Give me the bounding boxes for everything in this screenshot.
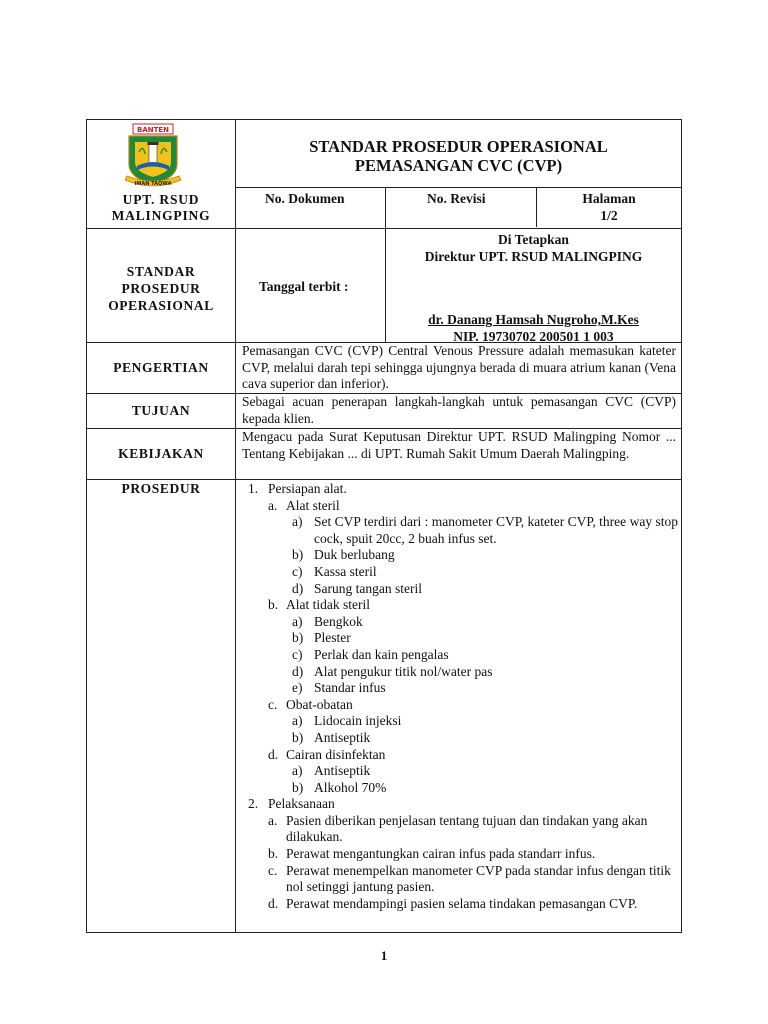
prosedur-item (242, 597, 678, 614)
prosedur-item (242, 481, 678, 498)
prosedur-item-text: Alkohol 70% (314, 779, 387, 795)
prosedur-item-text: Plester (314, 630, 351, 646)
prosedur-item-text: Duk berlubang (314, 547, 395, 563)
prosedur-item-text: Antiseptik (314, 763, 371, 779)
prosedur-item-text: Antiseptik (314, 729, 371, 745)
prosedur-item-marker: b. (268, 597, 279, 613)
prosedur-item (242, 614, 678, 631)
page-number: 1 (380, 948, 388, 963)
prosedur-item (242, 730, 678, 747)
prosedur-item (242, 796, 678, 813)
prosedur-item-text: Perawat mengantungkan cairan infus pada standarr infus. (286, 846, 596, 862)
halaman-block (536, 191, 682, 224)
prosedur-item (242, 664, 678, 681)
prosedur-item-marker: b) (292, 779, 304, 795)
prosedur-item-marker: d) (292, 580, 304, 596)
halaman-label: Halaman (582, 191, 636, 206)
logo-text-bottom: IMAN TAQWA (134, 181, 172, 187)
prosedur-item-marker: a. (268, 497, 278, 513)
prosedur-item (242, 647, 678, 664)
prosedur-item (242, 697, 678, 714)
prosedur-item-text: Alat pengukur titik nol/water pas (314, 663, 493, 679)
title-line-1: STANDAR PROSEDUR OPERASIONAL (309, 137, 608, 156)
column-divider (235, 120, 236, 933)
prosedur-item-text: Set CVP terdiri dari : manometer CVP, kateter CVP, three way stop cock, spuit 20cc, 2 buah infus set. (314, 514, 678, 546)
prosedur-item-text: Pelaksanaan (268, 796, 335, 812)
halaman-value: 1/2 (600, 207, 618, 223)
prosedur-item (242, 846, 678, 863)
prosedur-item-text: Sarung tangan steril (314, 580, 422, 596)
prosedur-item (242, 813, 678, 846)
no-revisi-label: No. Revisi (427, 191, 486, 206)
prosedur-item-text: Perlak dan kain pengalas (314, 646, 449, 662)
spo-line-1: STANDAR (126, 264, 196, 279)
prosedur-item (242, 896, 678, 913)
prosedur-item-marker: a) (292, 613, 303, 629)
prosedur-item-marker: d. (268, 746, 279, 762)
signer-name: dr. Danang Hamsah Nugroho,M.Kes (428, 312, 639, 327)
prosedur-item-text: Standar infus (314, 680, 386, 696)
pengertian-text: Pemasangan CVC (CVP) Central Venous Pressure adalah memasukan kateter CVP, melalui darah tepi sehingga ujungnya berada di muara atrium kanan (Vena cava superior dan inferior). (242, 343, 676, 392)
document-title (235, 137, 682, 175)
prosedur-item (242, 780, 678, 797)
ditetapkan-block (385, 232, 682, 265)
prosedur-item (242, 547, 678, 564)
prosedur-item (242, 747, 678, 764)
prosedur-item (242, 498, 678, 515)
prosedur-item-text: Kassa steril (314, 563, 377, 579)
prosedur-item-marker: d. (268, 895, 279, 911)
signature-block (385, 312, 682, 345)
prosedur-item-text: Cairan disinfektan (286, 746, 386, 762)
prosedur-item-text: Perawat menempelkan manometer CVP pada standar infus dengan titik nol setinggi jantung pasien. (286, 862, 671, 895)
prosedur-item (242, 514, 678, 547)
prosedur-item (242, 564, 678, 581)
prosedur-item (242, 581, 678, 598)
sop-document (86, 119, 682, 933)
tujuan-label: TUJUAN (131, 403, 191, 418)
org-line-2: MALINGPING (111, 208, 211, 223)
row-divider (235, 187, 682, 188)
prosedur-item-text: Perawat mendampingi pasien selama tindakan pemasangan CVP. (286, 895, 638, 911)
kebijakan-text: Mengacu pada Surat Keputusan Direktur UPT. RSUD Malingping Nomor ... Tentang Kebijakan ... di UPT. Rumah Sakit Umum Daerah Malingping. (242, 429, 676, 461)
banten-logo (119, 122, 187, 190)
ditetapkan-text: Di Tetapkan (498, 232, 569, 247)
prosedur-item-text: Persiapan alat. (268, 481, 347, 496)
prosedur-item-marker: 2. (248, 796, 259, 812)
spo-line-2: PROSEDUR (121, 281, 201, 296)
prosedur-item-marker: e) (292, 680, 303, 696)
prosedur-item-marker: c) (292, 563, 303, 579)
prosedur-label: PROSEDUR (121, 481, 201, 496)
prosedur-item (242, 630, 678, 647)
tujuan-text: Sebagai acuan penerapan langkah-langkah untuk pemasangan CVC (CVP) kepada klien. (242, 394, 676, 426)
prosedur-item-marker: b) (292, 630, 304, 646)
prosedur-item (242, 763, 678, 780)
direktur-text: Direktur UPT. RSUD MALINGPING (424, 248, 643, 264)
signer-nip: NIP. 19730702 200501 1 003 (453, 328, 614, 344)
prosedur-item (242, 713, 678, 730)
prosedur-item-marker: c) (292, 646, 303, 662)
tanggal-terbit-label: Tanggal terbit : (259, 279, 349, 294)
prosedur-item-marker: b) (292, 547, 304, 563)
prosedur-item-text: Alat tidak steril (286, 597, 370, 613)
prosedur-item-text: Pasien diberikan penjelasan tentang tujuan dan tindakan yang akan dilakukan. (286, 812, 648, 845)
logo-text-top: BANTEN (136, 126, 170, 134)
kebijakan-label: KEBIJAKAN (118, 446, 204, 461)
prosedur-item-marker: c. (268, 862, 278, 878)
prosedur-item-text: Bengkok (314, 613, 363, 629)
prosedur-list (242, 481, 678, 912)
row-divider (87, 228, 682, 229)
row-divider (87, 479, 682, 480)
no-dokumen-label: No. Dokumen (265, 191, 345, 206)
org-line-1: UPT. RSUD (122, 192, 200, 207)
prosedur-item-text: Alat steril (286, 497, 340, 513)
title-line-2: PEMASANGAN CVC (CVP) (354, 156, 563, 175)
prosedur-item-text: Obat-obatan (286, 696, 353, 712)
org-name (87, 192, 235, 224)
prosedur-item-marker: a. (268, 812, 278, 828)
prosedur-item-marker: d) (292, 663, 304, 679)
prosedur-item (242, 680, 678, 697)
prosedur-item-marker: 1. (248, 481, 259, 496)
prosedur-item-marker: c. (268, 696, 278, 712)
prosedur-item (242, 863, 678, 896)
prosedur-item-marker: a) (292, 713, 303, 729)
prosedur-item-marker: a) (292, 514, 303, 530)
prosedur-item-marker: b) (292, 729, 304, 745)
prosedur-item-marker: a) (292, 763, 303, 779)
prosedur-item-text: Lidocain injeksi (314, 713, 402, 729)
spo-line-3: OPERASIONAL (108, 298, 214, 313)
spo-label (87, 263, 235, 314)
pengertian-label: PENGERTIAN (113, 360, 209, 375)
prosedur-item-marker: b. (268, 846, 279, 862)
